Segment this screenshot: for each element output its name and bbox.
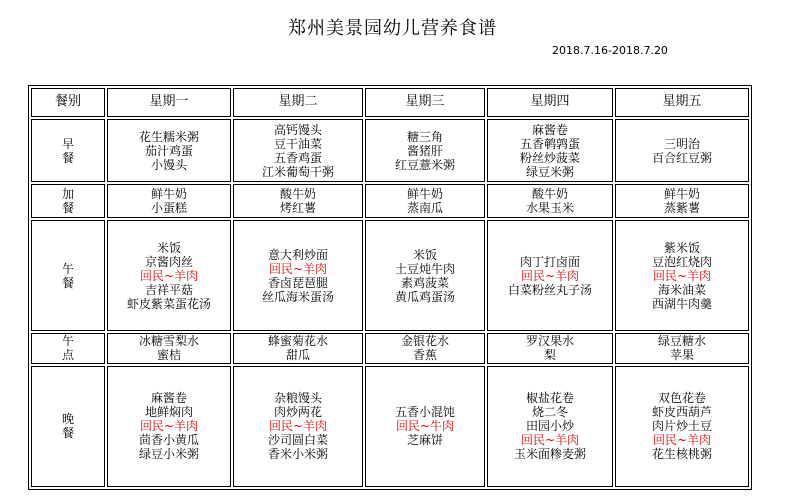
- dish-item: 鲜牛奶: [150, 187, 187, 202]
- dish-item: 杂粮馒头: [273, 391, 322, 406]
- menu-cell: [615, 119, 749, 183]
- dish-item: 糖三角: [406, 129, 443, 144]
- dish-item: 素鸡菠菜: [400, 275, 449, 290]
- header-row: [31, 88, 749, 117]
- dish-item: 肉炒两花: [273, 405, 322, 420]
- halal-item: 回民~羊肉: [268, 419, 328, 434]
- menu-cell: [365, 220, 485, 331]
- dish-item: 花生糯米粥: [138, 129, 199, 144]
- menu-cell: [233, 220, 363, 331]
- menu-cell: [487, 333, 613, 364]
- dish-item: 玉米面糁麦粥: [513, 447, 586, 462]
- dish-item: 西湖牛肉羹: [651, 296, 712, 311]
- menu-cell: [107, 333, 231, 364]
- dish-item: 蜂蜜菊花水: [267, 334, 328, 349]
- meal-label: 早 餐: [31, 119, 105, 183]
- dish-item: 蒸南瓜: [406, 201, 443, 216]
- dish-item: 地鲜焖肉: [144, 405, 193, 420]
- menu-table: [28, 85, 752, 490]
- halal-item: 回民~羊肉: [652, 433, 712, 448]
- day-header-mon: 星期一: [107, 88, 231, 117]
- dish-item: 江米葡萄干粥: [261, 164, 334, 179]
- dish-item: 罗汉果水: [525, 334, 574, 349]
- dish-item: 茴香小黄瓜: [138, 433, 199, 448]
- menu-cell: [365, 119, 485, 183]
- page-title: 郑州美景园幼儿营养食谱: [288, 18, 497, 39]
- dish-item: 鲜牛奶: [663, 187, 700, 202]
- menu-cell: [233, 366, 363, 487]
- menu-cell: [615, 366, 749, 487]
- meal-label: 加 餐: [31, 184, 105, 218]
- row-afternoon-snack: [31, 333, 749, 364]
- halal-item: 回民~羊肉: [520, 268, 580, 283]
- dish-item: 虾皮紫菜蛋花汤: [126, 296, 211, 311]
- dish-item: 土豆炖牛肉: [394, 261, 455, 276]
- dish-item: 烤红薯: [279, 201, 316, 216]
- dish-item: 芝麻饼: [406, 433, 443, 448]
- dish-item: 蒸紫薯: [663, 201, 700, 216]
- meal-header: 餐别: [31, 88, 105, 117]
- dish-item: 豆干油菜: [273, 136, 322, 151]
- dish-item: 甜瓜: [285, 348, 310, 363]
- menu-cell: [365, 333, 485, 364]
- halal-item: 回民~羊肉: [652, 268, 712, 283]
- row-dinner: [31, 366, 749, 487]
- menu-cell: [487, 366, 613, 487]
- menu-cell: [107, 366, 231, 487]
- dish-item: 白菜粉丝丸子汤: [507, 282, 592, 297]
- dish-item: 五香鹌鹑蛋: [519, 136, 580, 151]
- halal-item: 回民~羊肉: [268, 261, 328, 276]
- row-snack: [31, 184, 749, 218]
- dish-item: 百合红豆粥: [651, 150, 712, 165]
- dish-item: 绿豆米粥: [525, 164, 574, 179]
- menu-cell: [487, 184, 613, 218]
- dish-item: 吉祥平菇: [144, 282, 193, 297]
- day-header-wed: 星期三: [365, 88, 485, 117]
- dish-item: 虾皮西葫芦: [651, 405, 712, 420]
- dish-item: 水果玉米: [525, 201, 574, 216]
- dish-item: 香卤琵琶腿: [267, 275, 328, 290]
- dish-item: 紫米饭: [663, 240, 700, 255]
- menu-cell: [365, 184, 485, 218]
- halal-item: 回民~羊肉: [139, 419, 199, 434]
- dish-item: 海米油菜: [657, 282, 706, 297]
- dish-item: 花生核桃粥: [651, 447, 712, 462]
- dish-item: 香蕉: [412, 348, 437, 363]
- dish-item: 金银花水: [400, 334, 449, 349]
- menu-cell: [615, 333, 749, 364]
- dish-item: 茄汁鸡蛋: [144, 143, 193, 158]
- dish-item: 意大利炒面: [267, 247, 328, 262]
- dish-item: 沙司圆白菜: [267, 433, 328, 448]
- menu-cell: [107, 184, 231, 218]
- menu-cell: [233, 184, 363, 218]
- date-range: 2018.7.16-2018.7.20: [552, 44, 668, 57]
- dish-item: 绿豆糖水: [657, 334, 706, 349]
- menu-cell: [233, 333, 363, 364]
- meal-label: 午 餐: [31, 220, 105, 331]
- dish-item: 鲜牛奶: [406, 187, 443, 202]
- dish-item: 丝瓜海米蛋汤: [261, 289, 334, 304]
- dish-item: 五香小混饨: [394, 405, 455, 420]
- day-header-fri: 星期五: [615, 88, 749, 117]
- dish-item: 米饭: [412, 247, 437, 262]
- meal-label: 午 点: [31, 333, 105, 364]
- dish-item: 麻酱卷: [150, 391, 187, 406]
- dish-item: 绿豆小米粥: [138, 447, 199, 462]
- menu-cell: [487, 119, 613, 183]
- dish-item: 小馒头: [150, 157, 187, 172]
- day-header-tue: 星期二: [233, 88, 363, 117]
- menu-cell: [107, 220, 231, 331]
- menu-cell: [233, 119, 363, 183]
- row-breakfast: [31, 119, 749, 183]
- day-header-thu: 星期四: [487, 88, 613, 117]
- halal-item: 回民~羊肉: [520, 433, 580, 448]
- menu-cell: [365, 366, 485, 487]
- row-lunch: [31, 220, 749, 331]
- dish-item: 双色花卷: [657, 391, 706, 406]
- dish-item: 黄瓜鸡蛋汤: [394, 289, 455, 304]
- dish-item: 蜜桔: [156, 348, 181, 363]
- halal-item: 回民~羊肉: [139, 268, 199, 283]
- dish-item: 豆泡红烧肉: [651, 254, 712, 269]
- dish-item: 京酱肉丝: [144, 254, 193, 269]
- dish-item: 高钙馒头: [273, 122, 322, 137]
- menu-cell: [107, 119, 231, 183]
- dish-item: 肉丁打卤面: [519, 254, 580, 269]
- dish-item: 三明治: [663, 136, 700, 151]
- dish-item: 田园小炒: [525, 419, 574, 434]
- dish-item: 酸牛奶: [279, 187, 316, 202]
- dish-item: 麻酱卷: [531, 122, 568, 137]
- dish-item: 酱猪肝: [406, 143, 443, 158]
- menu-cell: [487, 220, 613, 331]
- dish-item: 红豆薏米粥: [394, 157, 455, 172]
- menu-cell: [615, 220, 749, 331]
- dish-item: 苹果: [669, 348, 694, 363]
- halal-item: 回民~牛肉: [395, 419, 455, 434]
- dish-item: 香米小米粥: [267, 447, 328, 462]
- dish-item: 肉片炒土豆: [651, 419, 712, 434]
- dish-item: 粉丝炒菠菜: [519, 150, 580, 165]
- dish-item: 酸牛奶: [531, 187, 568, 202]
- meal-label: 晚 餐: [31, 366, 105, 487]
- dish-item: 米饭: [156, 240, 181, 255]
- dish-item: 椒盐花卷: [525, 391, 574, 406]
- menu-cell: [615, 184, 749, 218]
- dish-item: 烧二冬: [531, 405, 568, 420]
- dish-item: 梨: [543, 348, 556, 363]
- dish-item: 五香鸡蛋: [273, 150, 322, 165]
- dish-item: 小蛋糕: [150, 201, 187, 216]
- dish-item: 冰糖雪梨水: [138, 334, 199, 349]
